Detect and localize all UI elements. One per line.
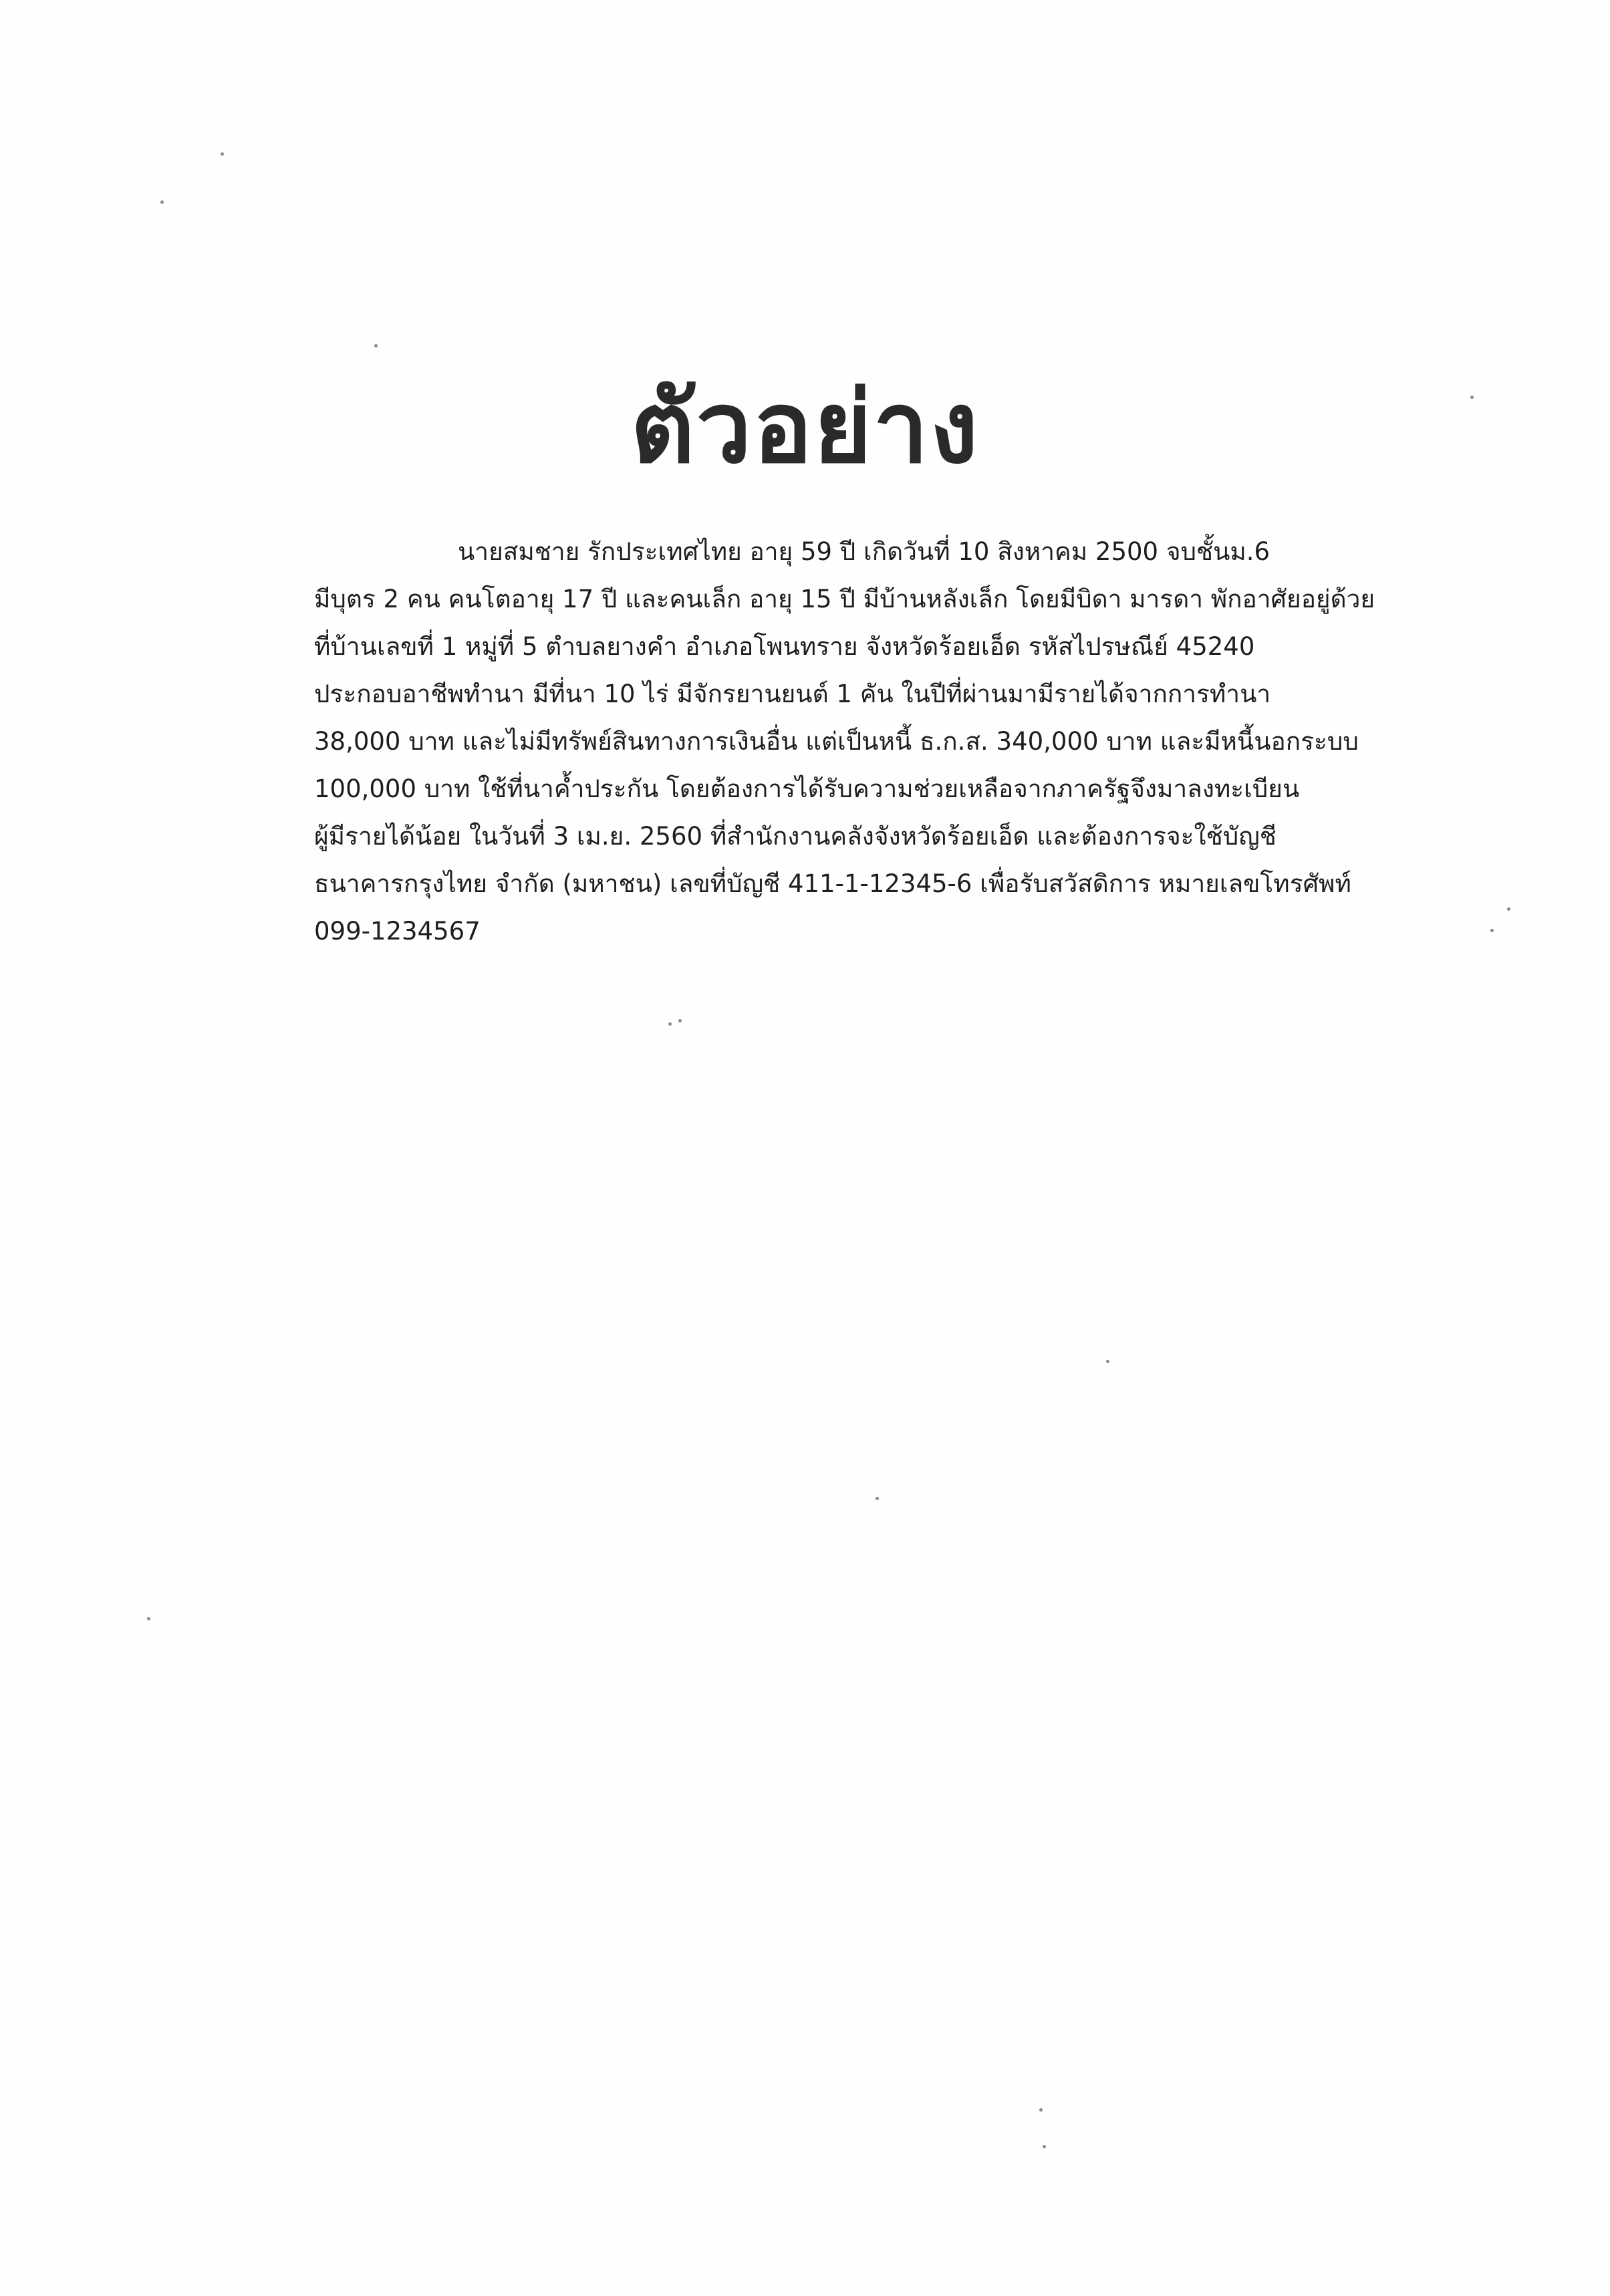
body-line-7: ผู้มีรายได้น้อย ในวันที่ 3 เม.ย. 2560 ที่สำนักงานคลังจังหวัดร้อยเอ็ด และต้องการจะใช้บัญชี bbox=[314, 822, 1277, 851]
document-title: ตัวอย่าง bbox=[630, 370, 980, 485]
scan-speck bbox=[1507, 907, 1510, 911]
scan-speck bbox=[147, 1617, 150, 1620]
body-line-4: ประกอบอาชีพทำนา มีที่นา 10 ไร่ มีจักรยานยนต์ 1 คัน ในปีที่ผ่านมามีรายได้จากการทำนา bbox=[314, 680, 1271, 708]
body-line-6: 100,000 บาท ใช้ที่นาค้ำประกัน โดยต้องการได้รับความช่วยเหลือจากภาครัฐจึงมาลงทะเบียน bbox=[314, 774, 1300, 803]
document-body bbox=[314, 528, 1490, 955]
scan-speck bbox=[160, 200, 164, 204]
scan-speck bbox=[668, 1022, 672, 1026]
scan-speck bbox=[678, 1019, 682, 1022]
body-line-2: มีบุตร 2 คน คนโตอายุ 17 ปี และคนเล็ก อายุ 15 ปี มีบ้านหลังเล็ก โดยมีบิดา มารดา พักอาศัยอยู่ด้วย bbox=[314, 585, 1375, 613]
body-line-9: 099-1234567 bbox=[314, 917, 481, 946]
body-line-5: 38,000 บาท และไม่มีทรัพย์สินทางการเงินอื่น แต่เป็นหนี้ ธ.ก.ส. 340,000 บาท และมีหนี้นอกระบบ bbox=[314, 727, 1359, 756]
scan-speck bbox=[876, 1497, 879, 1500]
body-line-3: ที่บ้านเลขที่ 1 หมู่ที่ 5 ตำบลยางคำ อำเภอโพนทราย จังหวัดร้อยเอ็ด รหัสไปรษณีย์ 45240 bbox=[314, 632, 1255, 661]
scan-speck bbox=[1490, 929, 1494, 932]
scan-speck bbox=[1106, 1360, 1109, 1363]
scan-speck bbox=[374, 344, 378, 347]
scan-speck bbox=[1039, 2108, 1043, 2112]
body-line-8: ธนาคารกรุงไทย จำกัด (มหาชน) เลขที่บัญชี 411-1-12345-6 เพื่อรับสวัสดิการ หมายเลขโทรศัพท์ bbox=[314, 869, 1351, 898]
body-line-1: นายสมชาย รักประเทศไทย อายุ 59 ปี เกิดวันที่ 10 สิงหาคม 2500 จบชั้นม.6 bbox=[458, 537, 1270, 566]
scan-speck bbox=[1043, 2145, 1046, 2148]
scan-speck bbox=[1470, 396, 1474, 399]
scan-speck bbox=[221, 152, 224, 156]
